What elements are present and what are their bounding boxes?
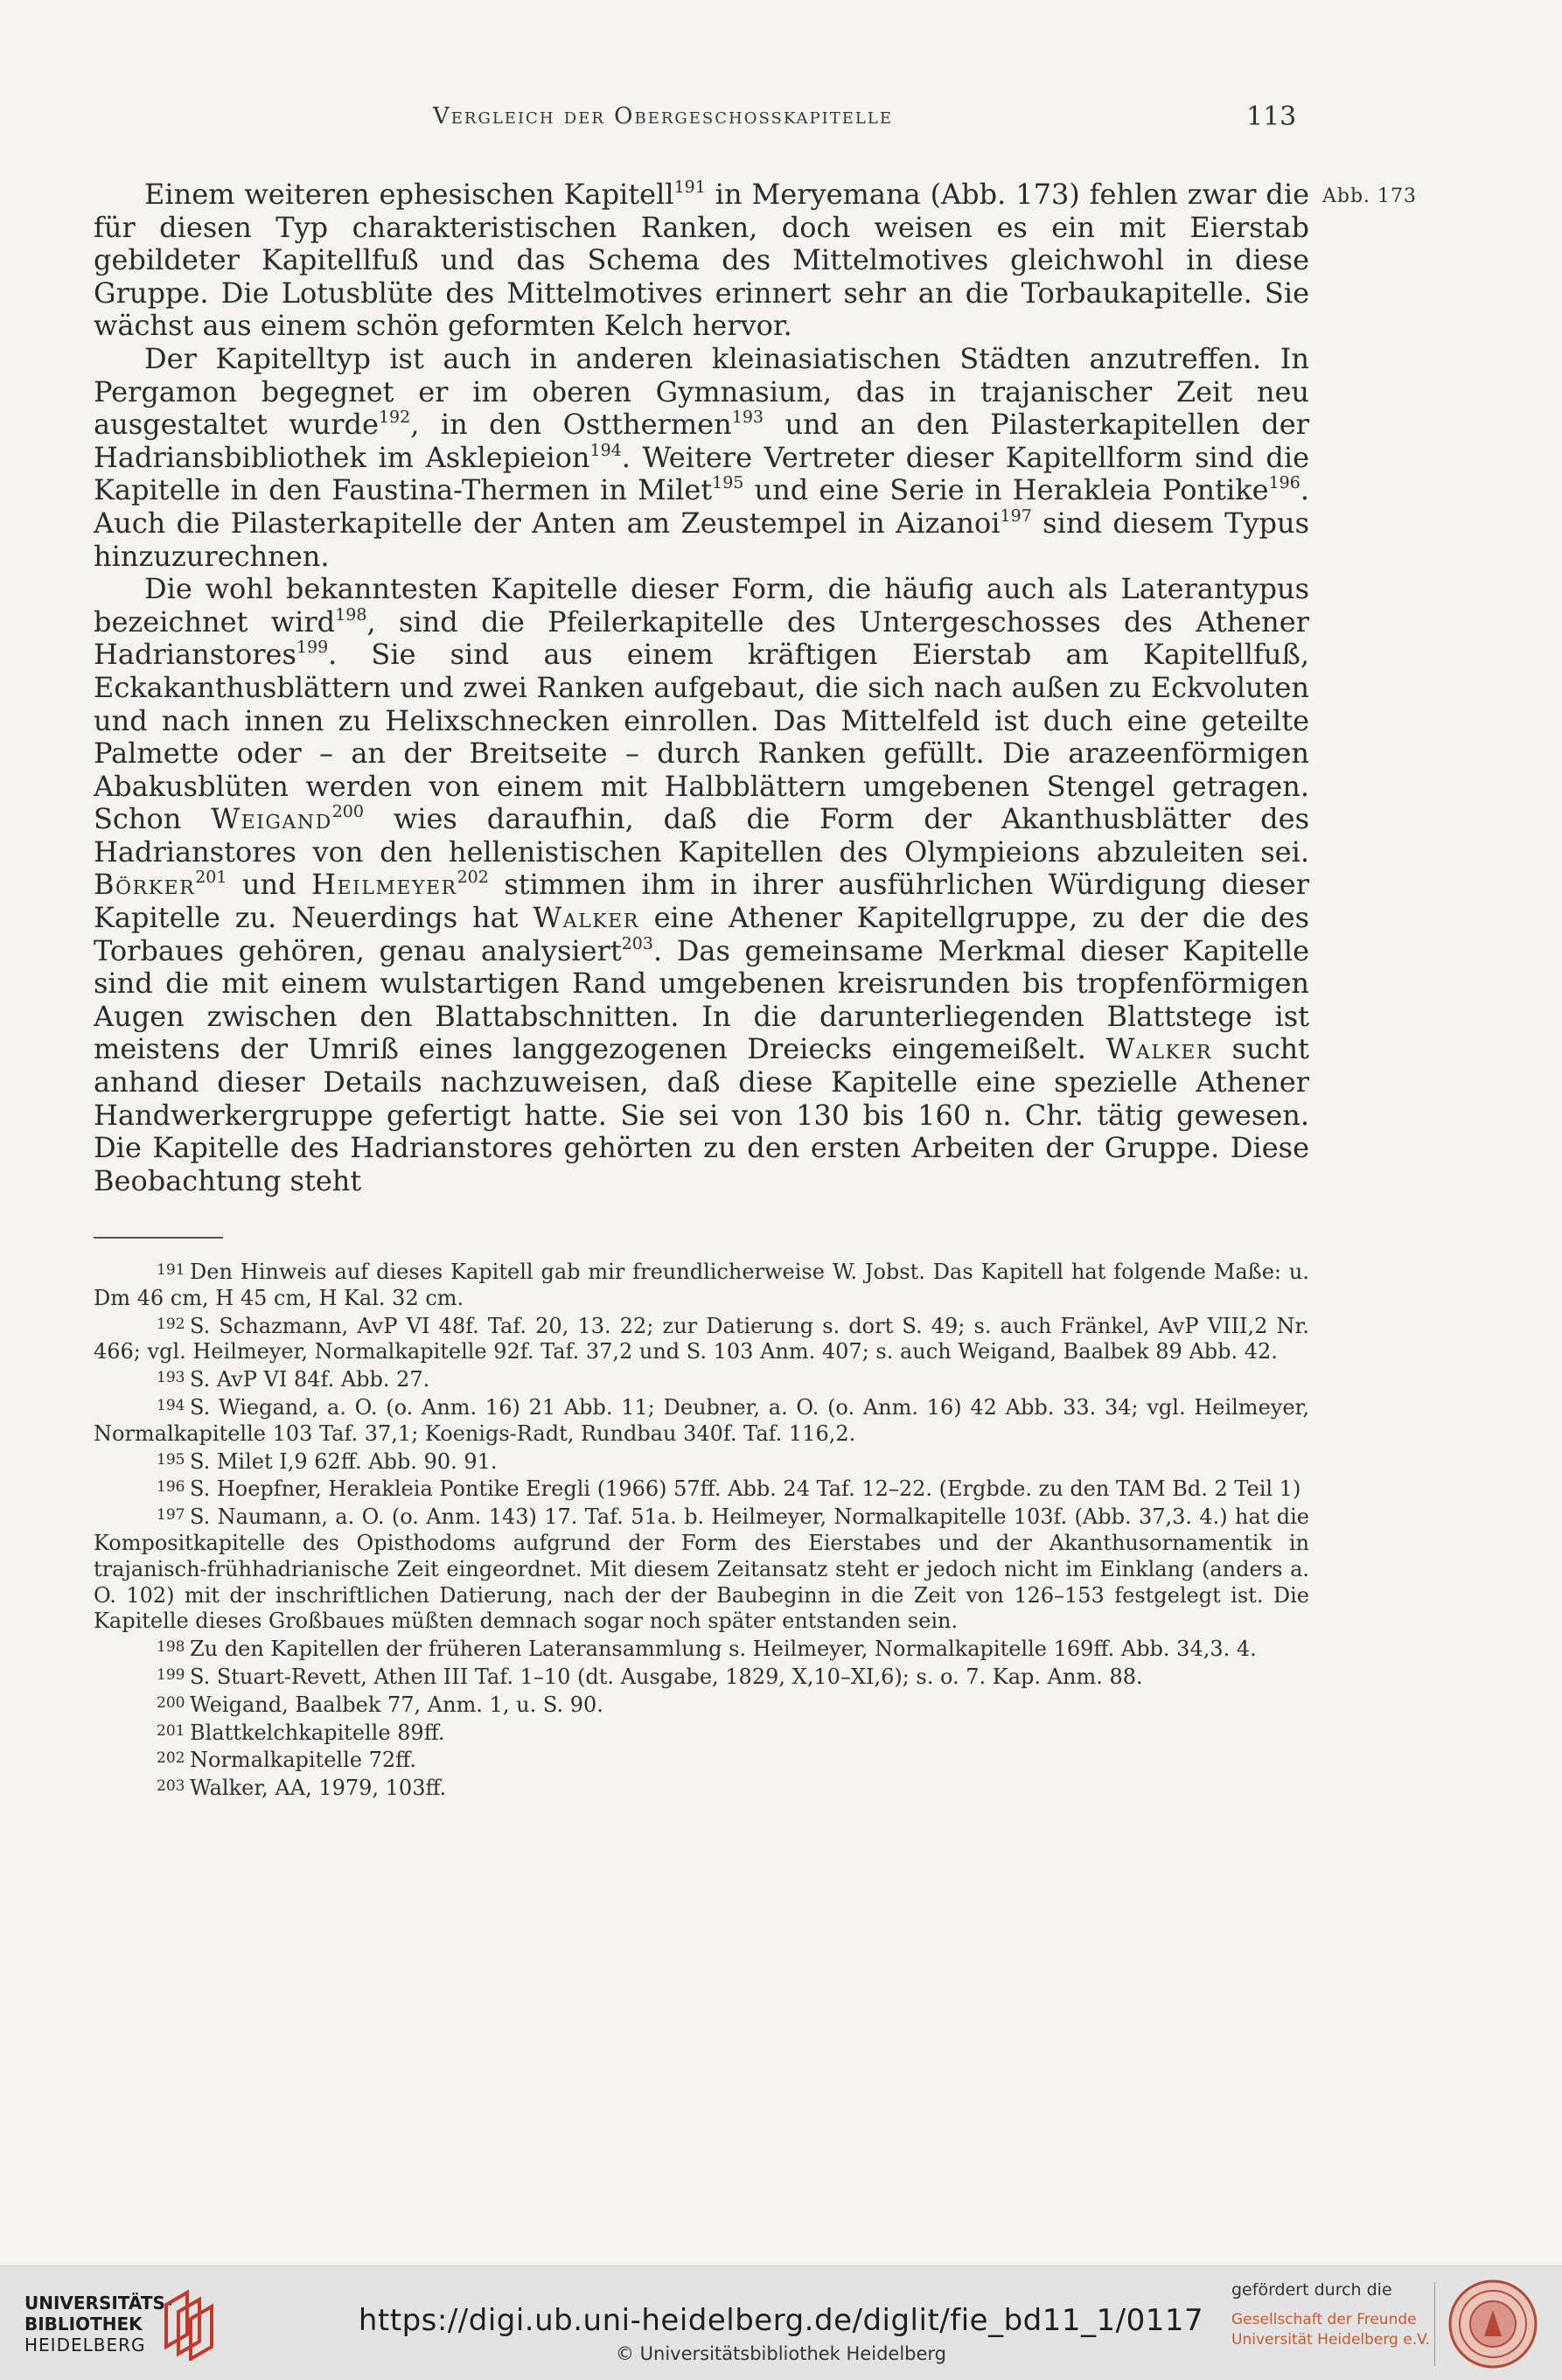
text-run: . Das gemeinsame Merkmal dieser Kapitelle sind die mit einem wulstartigen Rand umgebenen kreisrunden bis tropfenförmigen Augen zwischen den Blattabschnitten. In die darunterliegenden Blattstege ist meistens der Umriß eines langgezogenen Dreiecks eingemeißelt. (94, 933, 1309, 1066)
footnote-number: 192 (157, 1315, 185, 1333)
sponsor-name-line: Universität Heidelberg e.V. (1231, 2331, 1430, 2349)
text-run: , in den Ostthermen (410, 408, 732, 442)
page-url-link[interactable]: https://digi.ub.uni-heidelberg.de/diglit/fie_bd11_1/0117 (358, 2303, 1204, 2338)
paragraph-3 (94, 573, 1309, 1197)
footnote-number: 199 (157, 1665, 185, 1684)
footnote-text: S. Schazmann, AvP VI 48f. Taf. 20, 13. 22; zur Datierung s. dort S. 49; s. auch Fränkel, AvP VIII,2 Nr. 466; vgl. Heilmeyer, Normalkapitelle 92f. Taf. 37,2 und S. 103 Anm. 407; s. auch Weigand, Baalbek 89 Abb. 42. (94, 1313, 1309, 1364)
footnote (94, 1635, 1309, 1663)
body-text (94, 178, 1309, 1197)
sponsor-name-line: Gesellschaft der Freunde (1231, 2311, 1417, 2328)
footnote-text: S. Naumann, a. O. (o. Anm. 143) 17. Taf. 51a. b. Heilmeyer, Normalkapitelle 103f. (Abb. 37,3. 4.) hat die Kompositkapitelle des Opisthodoms aufgrund der Form des Eierstabes und der Akanthusornamentik in trajanisch-frühhadrianische Zeit eingeordnet. Mit diesem Zeitansatz steht er jedoch nicht im Einklang (anders a. O. 102) mit der inschriftlichen Datierung, nach der der Baubeginn in die Zeit von 126–153 festgelegt ist. Die Kapitelle dieses Großbaues müßten demnach sogar noch später entstanden sein. (94, 1504, 1309, 1634)
library-name-line: HEIDELBERG (24, 2335, 146, 2356)
copyright-notice: © Universitätsbibliothek Heidelberg (615, 2343, 946, 2364)
footnote (94, 1312, 1309, 1366)
paragraph-1 (94, 178, 1309, 343)
footnote-ref: 202 (457, 868, 489, 888)
page-number: 113 (1246, 101, 1297, 132)
footnote-text: S. Stuart-Revett, Athen III Taf. 1–10 (dt. Ausgabe, 1829, X,10–XI,6); s. o. 7. Kap. Anm. 88. (190, 1664, 1143, 1689)
footnote-number: 198 (157, 1638, 185, 1657)
footnote (94, 1365, 1309, 1393)
text-run: . Sie sind aus einem kräftigen Eierstab am Kapitellfuß, Eckakanthusblättern und zwei Ranken aufgebaut, die sich nach außen zu Eckvoluten und nach innen zu Helixschnecken einrollen. Das Mittelfeld ist duch eine geteilte Palmette oder – an der Breitseite – durch Ranken gefüllt. Die arazeenförmigen Abakusblüten werden von einem mit Halbblättern umgebenen Stengel getragen. Schon (94, 638, 1309, 836)
text-run: Die wohl bekanntesten Kapitelle dieser Form, die häufig auch als Laterantypus bezeichnet wird (94, 572, 1309, 639)
footnote-ref: 193 (731, 408, 764, 428)
author-name: Weigand (211, 802, 332, 836)
sponsor-label: gefördert durch die (1231, 2280, 1392, 2300)
footnote-ref: 191 (673, 178, 706, 197)
footnote (94, 1475, 1309, 1503)
footnote (94, 1691, 1309, 1719)
footnote-number: 195 (157, 1450, 185, 1469)
text-run: Einem weiteren ephesischen Kapitell (144, 178, 674, 211)
footnote-number: 203 (157, 1777, 185, 1796)
footnote (94, 1393, 1309, 1448)
text-run: und eine Serie in Herakleia Pontike (743, 473, 1269, 507)
footnote-number: 202 (157, 1749, 185, 1768)
footnote-text: S. AvP VI 84f. Abb. 27. (190, 1367, 430, 1392)
footnote-ref: 203 (621, 933, 653, 953)
footnote-ref: 192 (378, 408, 411, 428)
footnote (94, 1258, 1309, 1312)
text-run: und (227, 868, 312, 902)
footnote-number: 196 (157, 1478, 185, 1497)
footnote-number: 200 (157, 1693, 185, 1712)
paragraph-2 (94, 343, 1309, 573)
footnote-ref: 196 (1268, 473, 1301, 493)
text-run: . Weitere Vertreter dieser Kapitellform sind die Kapitelle in den Faustina-Thermen in Milet (94, 440, 1310, 507)
figure-reference-margin-note: Abb. 173 (1322, 185, 1418, 207)
footnote-text: Den Hinweis auf dieses Kapitell gab mir freundlicherweise W. Jobst. Das Kapitell hat folgende Maße: u. Dm 46 cm, H 45 cm, H Kal. 32 cm. (94, 1260, 1309, 1310)
text-run: sind diesem Typus hinzuzurechnen. (94, 506, 1309, 573)
sponsor-divider (1434, 2282, 1435, 2366)
footnote-text: Normalkapitelle 72ff. (190, 1748, 416, 1773)
library-name-line: BIBLIOTHEK (24, 2314, 143, 2335)
text-run: wies daraufhin, daß die Form der Akanthusblätter des Hadrianstores von den hellenistischen Kapitellen des Olympieions abzuleiten sei. (94, 802, 1310, 869)
digitization-footer (0, 2265, 1562, 2380)
university-seal-icon (1447, 2279, 1538, 2370)
sponsor-name (1231, 2310, 1430, 2350)
footnote-separator (94, 1237, 223, 1239)
footnote (94, 1774, 1309, 1802)
text-run: Der Kapitelltyp ist auch in anderen kleinasiatischen Städten anzutreffen. In Pergamon begegnet er im oberen Gymnasium, das in trajanischer Zeit neu ausgestaltet wurde (94, 341, 1309, 442)
footnote-text: Blattkelchkapitelle 89ff. (190, 1720, 445, 1745)
footnote-number: 194 (157, 1396, 185, 1414)
author-name: Heilmeyer (311, 868, 457, 902)
author-name: Walker (1105, 1032, 1212, 1066)
running-head: Vergleich der Obergeschosskapitelle (433, 103, 893, 129)
footnote (94, 1719, 1309, 1747)
text-run: in Meryemana (Abb. 173) fehlen zwar die für diesen Typ charakteristischen Ranken, doch weisen es ein mit Eierstab gebildeter Kapitellfuß und das Schema des Mittelmotives gleichwohl in diese Gruppe. Die Lotusblüte des Mittelmotives erinnert sehr an die Torbaukapitelle. Sie wächst aus einem schön geformten Kelch hervor. (94, 178, 1310, 343)
footnote (94, 1746, 1309, 1774)
footnote-text: S. Wiegand, a. O. (o. Anm. 16) 21 Abb. 11; Deubner, a. O. (o. Anm. 16) 42 Abb. 33. 34; vgl. Heilmeyer, Normalkapitelle 103 Taf. 37,1; Koenigs-Radt, Rundbau 340f. Taf. 116,2. (94, 1394, 1309, 1446)
footnote-text: Walker, AA, 1979, 103ff. (190, 1776, 447, 1801)
footnote-number: 193 (157, 1369, 185, 1387)
library-name-line: UNIVERSITÄTS- (24, 2293, 173, 2314)
text-run: und an den Pilasterkapitellen der Hadriansbibliothek im Asklepieion (94, 408, 1309, 474)
footnotes (94, 1258, 1309, 1802)
author-name: Börker (94, 868, 196, 902)
footnote-text: Weigand, Baalbek 77, Anm. 1, u. S. 90. (190, 1692, 603, 1717)
footnote-text: S. Hoepfner, Herakleia Pontike Eregli (1966) 57ff. Abb. 24 Taf. 12–22. (Ergbde. zu den TAM Bd. 2 Teil 1) (190, 1476, 1301, 1502)
footnote-ref: 200 (331, 802, 364, 822)
footnote-ref: 198 (335, 604, 367, 625)
text-run: eine Athener Kapitellgruppe, zu der die des Torbaues gehören, genau analysiert (94, 901, 1310, 967)
text-run: . Auch die Pilasterkapitelle der Anten am Zeustempel in Aizanoi (94, 473, 1310, 540)
footnote-number: 191 (157, 1261, 185, 1279)
text-run: sucht anhand dieser Details nachzuweisen, daß diese Kapitelle eine spezielle Athener Handwerkergruppe gefertigt hatte. Sie sei von 130 bis 160 n. Chr. tätig gewesen. Die Kapitelle des Hadrianstores gehörten zu den ersten Arbeiten der Gruppe. Diese Beobachtung steht (94, 1032, 1310, 1197)
footnote-number: 197 (157, 1506, 185, 1525)
footnote-text: Zu den Kapitellen der früheren Lateransammlung s. Heilmeyer, Normalkapitelle 169ff. Abb. 34,3. 4. (190, 1637, 1257, 1662)
footnote (94, 1663, 1309, 1691)
footnote-number: 201 (157, 1721, 185, 1740)
text-run: , sind die Pfeilerkapitelle des Untergeschosses des Athener Hadrianstores (94, 604, 1310, 672)
footnote-text: S. Milet I,9 62ff. Abb. 90. 91. (190, 1448, 498, 1474)
footnote (94, 1448, 1309, 1476)
footnote-ref: 194 (589, 440, 622, 460)
footnote (94, 1503, 1309, 1635)
footnote-ref: 195 (712, 473, 744, 493)
text-run: stimmen ihm in ihrer ausführlichen Würdigung dieser Kapitelle zu. Neuerdings hat (94, 868, 1310, 935)
author-name: Walker (533, 901, 639, 935)
footnote-ref: 199 (296, 638, 329, 658)
footnote-ref: 197 (1000, 506, 1032, 526)
footnote-ref: 201 (195, 868, 227, 888)
